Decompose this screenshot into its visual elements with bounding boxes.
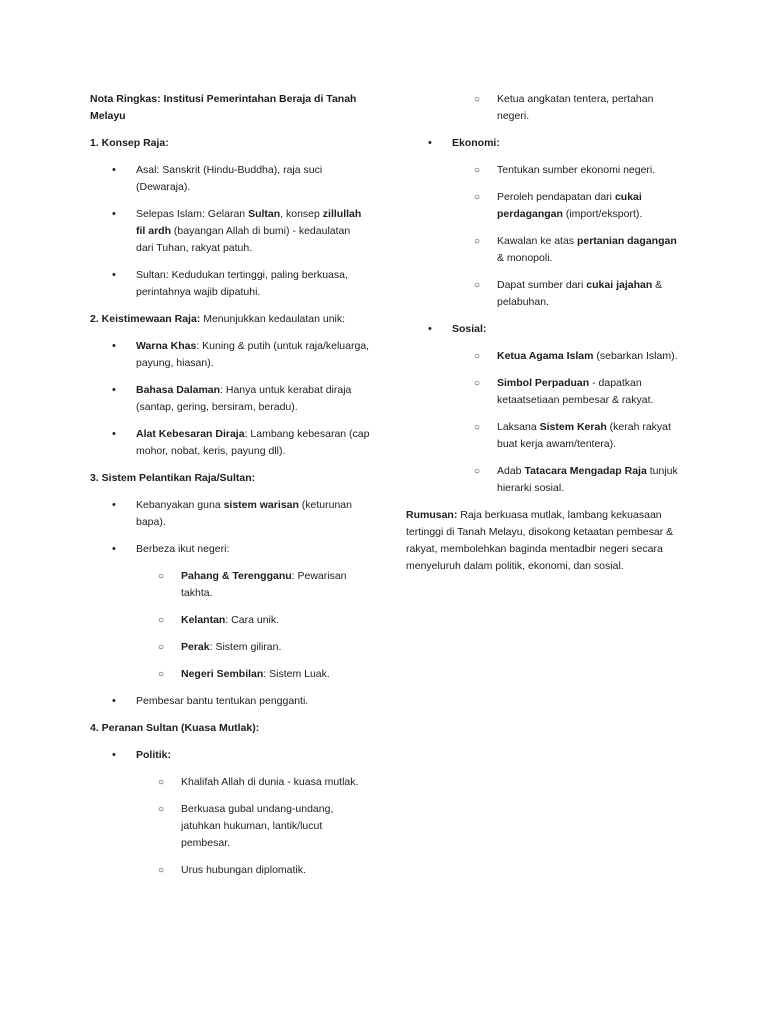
list-item: • Warna Khas: Kuning & putih (untuk raja/keluarga, payung, hiasan).	[112, 340, 370, 369]
circle-bullet-icon: ○	[474, 280, 481, 291]
sub-list-item: ○ Urus hubungan diplomatik.	[90, 862, 370, 879]
section-1-list	[90, 162, 370, 301]
summary-paragraph: Rumusan: Raja berkuasa mutlak, lambang kekuasaan tertinggi di Tanah Melayu, disokong ketaatan pembesar & rakyat, membolehkan baginda mentadbir negeri secara menyeluruh dalam politik, ekonomi, dan sosial.	[406, 509, 674, 572]
bullet-icon: •	[112, 208, 116, 220]
list-item: • Bahasa Dalaman: Hanya untuk kerabat diraja (santap, gering, bersiram, beradu).	[112, 384, 352, 413]
circle-bullet-icon: ○	[474, 165, 481, 176]
circle-bullet-icon: ○	[158, 865, 165, 876]
bullet-icon: •	[112, 269, 116, 281]
sub-list-item: ○ Negeri Sembilan: Sistem Luak.	[90, 666, 370, 683]
circle-bullet-icon: ○	[158, 777, 165, 788]
bullet-icon: •	[112, 749, 116, 761]
circle-bullet-icon: ○	[474, 351, 481, 362]
sub-list-item: ○ Adab Tatacara Mengadap Raja tunjuk hierarki sosial.	[474, 465, 678, 494]
list-item: • Politik:	[90, 747, 370, 764]
list-item: • Sosial:	[406, 321, 678, 338]
sub-list-item: ○ Kawalan ke atas pertanian dagangan & monopoli.	[474, 235, 677, 264]
list-item: • Selepas Islam: Gelaran Sultan, konsep zillullah fil ardh (bayangan Allah di bumi) - kedaulatan dari Tuhan, rakyat patuh.	[112, 208, 362, 254]
right-column	[406, 91, 678, 575]
sub-list-item: ○ Peroleh pendapatan dari cukai perdagangan (import/eksport).	[474, 191, 643, 220]
sub-list-item: ○ Pahang & Terengganu: Pewarisan takhta.	[158, 570, 347, 599]
section-4-heading: 4. Peranan Sultan (Kuasa Mutlak):	[90, 722, 260, 734]
circle-bullet-icon: ○	[158, 571, 165, 582]
circle-bullet-icon: ○	[474, 378, 481, 389]
sub-list-item: ○ Ketua angkatan tentera, pertahan negeri.	[474, 93, 654, 122]
left-column	[90, 91, 370, 889]
bullet-icon: •	[428, 137, 432, 149]
bullet-icon: •	[112, 164, 116, 176]
circle-bullet-icon: ○	[158, 669, 165, 680]
list-item: • Sultan: Kedudukan tertinggi, paling berkuasa, perintahnya wajib dipatuhi.	[112, 269, 348, 298]
bullet-icon: •	[112, 428, 116, 440]
sub-list-item: ○ Laksana Sistem Kerah (kerah rakyat buat kerja awam/tentera).	[474, 421, 671, 450]
bullet-icon: •	[112, 499, 116, 511]
sub-list-item: ○ Khalifah Allah di dunia - kuasa mutlak.	[90, 774, 370, 791]
sub-list-item: ○ Simbol Perpaduan - dapatkan ketaatsetiaan pembesar & rakyat.	[474, 377, 654, 406]
list-item: • Ekonomi:	[406, 135, 678, 152]
list-item: • Alat Kebesaran Diraja: Lambang kebesaran (cap mohor, nobat, keris, payung dll).	[112, 428, 370, 457]
sub-list-item: ○ Perak: Sistem giliran.	[90, 639, 370, 656]
sub-list-item: ○ Berkuasa gubal undang-undang, jatuhkan hukuman, lantik/lucut pembesar.	[158, 803, 334, 849]
list-item: • Pembesar bantu tentukan pengganti.	[90, 693, 370, 710]
sub-list-item: ○ Ketua Agama Islam (sebarkan Islam).	[406, 348, 678, 365]
circle-bullet-icon: ○	[474, 422, 481, 433]
bullet-icon: •	[112, 340, 116, 352]
circle-bullet-icon: ○	[158, 642, 165, 653]
bullet-icon: •	[428, 323, 432, 335]
list-item: • Kebanyakan guna sistem warisan (keturunan bapa).	[112, 499, 352, 528]
section-3-heading: 3. Sistem Pelantikan Raja/Sultan:	[90, 472, 256, 484]
sub-list-item: ○ Dapat sumber dari cukai jajahan & pelabuhan.	[474, 279, 663, 308]
sub-list-item: ○ Tentukan sumber ekonomi negeri.	[406, 162, 678, 179]
document-title: Nota Ringkas: Institusi Pemerintahan Beraja di Tanah Melayu	[90, 93, 357, 122]
circle-bullet-icon: ○	[474, 236, 481, 247]
section-4-list-continued	[406, 91, 678, 497]
bullet-icon: •	[112, 384, 116, 396]
circle-bullet-icon: ○	[158, 615, 165, 626]
section-2-heading: 2. Keistimewaan Raja: Menunjukkan kedaulatan unik:	[90, 313, 346, 325]
circle-bullet-icon: ○	[474, 466, 481, 477]
section-3-list	[90, 497, 370, 710]
section-1-heading: 1. Konsep Raja:	[90, 137, 169, 149]
section-4-list	[90, 747, 370, 879]
list-item: • Asal: Sanskrit (Hindu-Buddha), raja suci (Dewaraja).	[112, 164, 323, 193]
bullet-icon: •	[112, 695, 116, 707]
circle-bullet-icon: ○	[474, 94, 481, 105]
circle-bullet-icon: ○	[158, 804, 165, 815]
sub-list-item: ○ Kelantan: Cara unik.	[90, 612, 370, 629]
bullet-icon: •	[112, 543, 116, 555]
section-2-list	[90, 338, 370, 460]
list-item: • Berbeza ikut negeri:	[90, 541, 370, 558]
circle-bullet-icon: ○	[474, 192, 481, 203]
